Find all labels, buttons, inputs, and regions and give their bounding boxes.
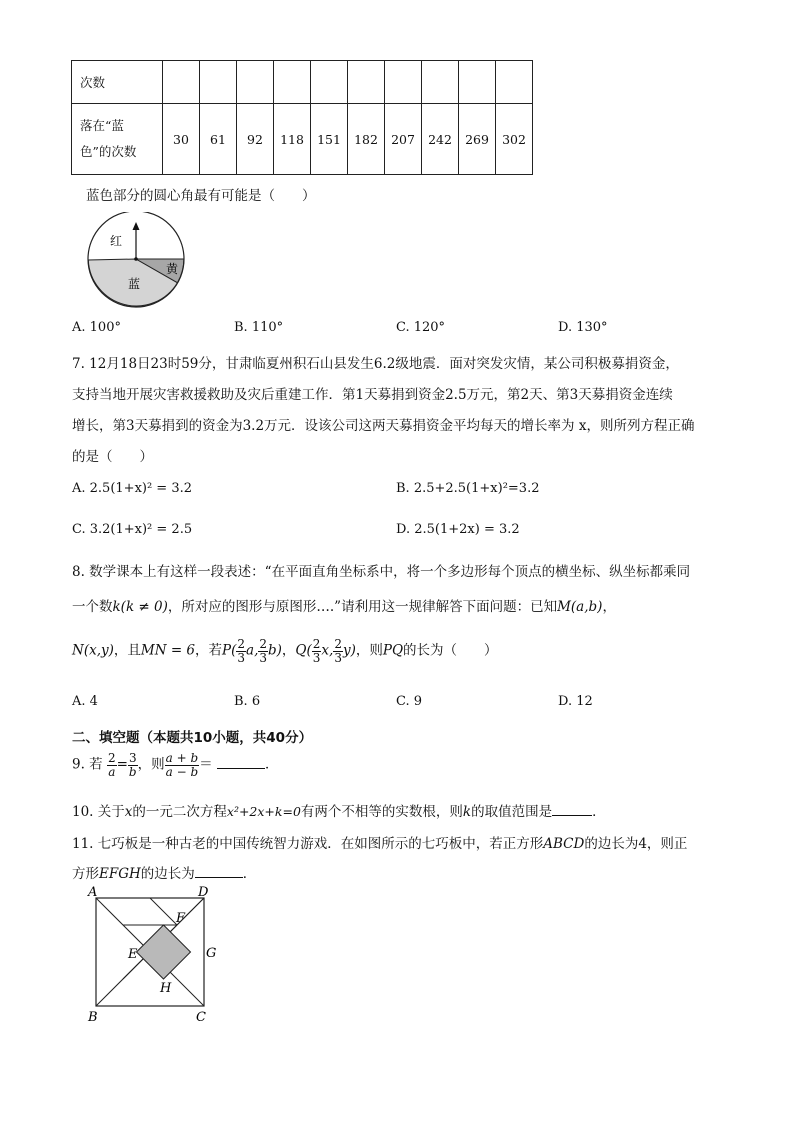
table-cell: 182	[348, 104, 385, 175]
table-cell: 30	[163, 104, 200, 175]
q7-option-b[interactable]: B. 2.5+2.5(1+x)²=3.2	[396, 481, 540, 496]
point-c-label: C	[196, 1010, 206, 1025]
square-efgh	[137, 925, 191, 979]
table-cell: 269	[459, 104, 496, 175]
point-a-label: A	[88, 886, 98, 900]
line-gc	[177, 979, 204, 1006]
q6-option-a[interactable]: A. 100°	[72, 320, 121, 335]
point-d-label: D	[198, 886, 209, 900]
center-dot	[134, 257, 138, 261]
point-h-label: H	[160, 981, 172, 996]
table-cell: 118	[274, 104, 311, 175]
q11-line-1: 11. 七巧板是一种古老的中国传统智力游戏．在如图所示的七巧板中，若正方形ABCD的边长为4，则正	[72, 836, 688, 852]
q11-line-2: 方形EFGH的边长为 ．	[72, 866, 257, 882]
point-e-label: E	[128, 947, 138, 962]
q7-line-3: 增长，第3天募捐到的资金为3.2万元．设该公司这两天募捐资金平均每天的增长率为 x，则所列方程正确	[72, 418, 695, 434]
fraction: $\frac{a + b}{a - b}$	[165, 751, 199, 779]
q8-line-1: 8. 数学课本上有这样一段表述：“在平面直角坐标系中，将一个多边形每个顶点的横坐标、纵坐标都乘同	[72, 564, 691, 580]
q10-line: 10. 关于x的一元二次方程x²+2x+k=0有两个不相等的实数根，则k的取值范围是 ．	[72, 804, 606, 820]
table-cell: 242	[422, 104, 459, 175]
table-cell: 302	[496, 104, 533, 175]
frequency-table	[71, 60, 533, 175]
q6-stem: 蓝色部分的圆心角最有可能是（ ）	[86, 188, 316, 204]
answer-blank[interactable]	[552, 803, 592, 816]
q8-option-a[interactable]: A. 4	[72, 694, 98, 709]
q6-option-b[interactable]: B. 110°	[234, 320, 284, 335]
q6-option-d[interactable]: D. 130°	[558, 320, 608, 335]
q7-option-c[interactable]: C. 3.2(1+x)² = 2.5	[72, 522, 193, 537]
q8-option-b[interactable]: B. 6	[234, 694, 261, 709]
table-row	[72, 61, 533, 104]
fraction: $\frac{2}{3}$	[312, 637, 321, 665]
q7-line-2: 支持当地开展灾害救援救助及灾后重建工作．第1天募捐到资金2.5万元，第2天、第3天募捐资金连续	[72, 387, 673, 403]
line-hc	[150, 979, 204, 1006]
table-row-label: 落在“蓝 色”的次数	[72, 104, 163, 175]
tangram-figure	[84, 886, 224, 1028]
answer-blank[interactable]	[195, 865, 243, 878]
answer-blank[interactable]	[217, 756, 265, 769]
q7-option-a[interactable]: A. 2.5(1+x)² = 3.2	[72, 481, 193, 496]
table-row-label: 次数	[72, 61, 163, 104]
section-title: 二、填空题（本题共10小题，共40分）	[72, 730, 313, 746]
q6-option-c[interactable]: C. 120°	[396, 320, 446, 335]
line-top	[150, 898, 177, 925]
red-label: 红	[110, 234, 123, 248]
q7-line-4: 的是（ ）	[72, 449, 153, 465]
fraction: $\frac{2}{3}$	[237, 637, 246, 665]
q8-line-2: 一个数k(k ≠ 0)，所对应的图形与原图形….”请利用这一规律解答下面问题：已知M(a,b)，	[72, 599, 616, 615]
point-g-label: G	[206, 946, 217, 961]
point-b-label: B	[88, 1010, 98, 1025]
q8-line-3: N(x,y)，且MN = 6，若P( $\frac{2}{3}$ a, $\frac{2}{3}$ b)，Q( $\frac{2}{3}$ x, $\frac{2}{3}$ y)，则PQ的长为（ ）	[72, 637, 498, 665]
q7-line-1: 7. 12月18日23时59分，甘肃临夏州积石山县发生6.2级地震．面对突发灾情，某公司积极募捐资金，	[72, 356, 679, 372]
table-cell: 61	[200, 104, 237, 175]
q7-option-d[interactable]: D. 2.5(1+2x) = 3.2	[396, 522, 520, 537]
q8-option-c[interactable]: C. 9	[396, 694, 423, 709]
fraction: $\frac{2}{3}$	[334, 637, 342, 665]
arrow-head-icon	[133, 222, 140, 230]
table-row	[72, 104, 533, 175]
point-f-label: F	[176, 911, 186, 926]
table-cell: 151	[311, 104, 348, 175]
fraction: $\frac{2}{3}$	[259, 637, 267, 665]
fraction: $\frac{3}{b}$	[128, 751, 137, 779]
blue-label: 蓝	[128, 277, 141, 291]
spinner-figure	[82, 212, 192, 316]
q8-option-d[interactable]: D. 12	[558, 694, 593, 709]
fraction: $\frac{2}{a}$	[107, 751, 116, 779]
yellow-label: 黄	[166, 262, 179, 276]
table-cell: 92	[237, 104, 274, 175]
q9-line: 9. 若 $\frac{2}{a}$ = $\frac{3}{b}$ ，则 $\frac{a + b}{a - b}$ ＝ ．	[72, 751, 279, 779]
table-cell: 207	[385, 104, 422, 175]
